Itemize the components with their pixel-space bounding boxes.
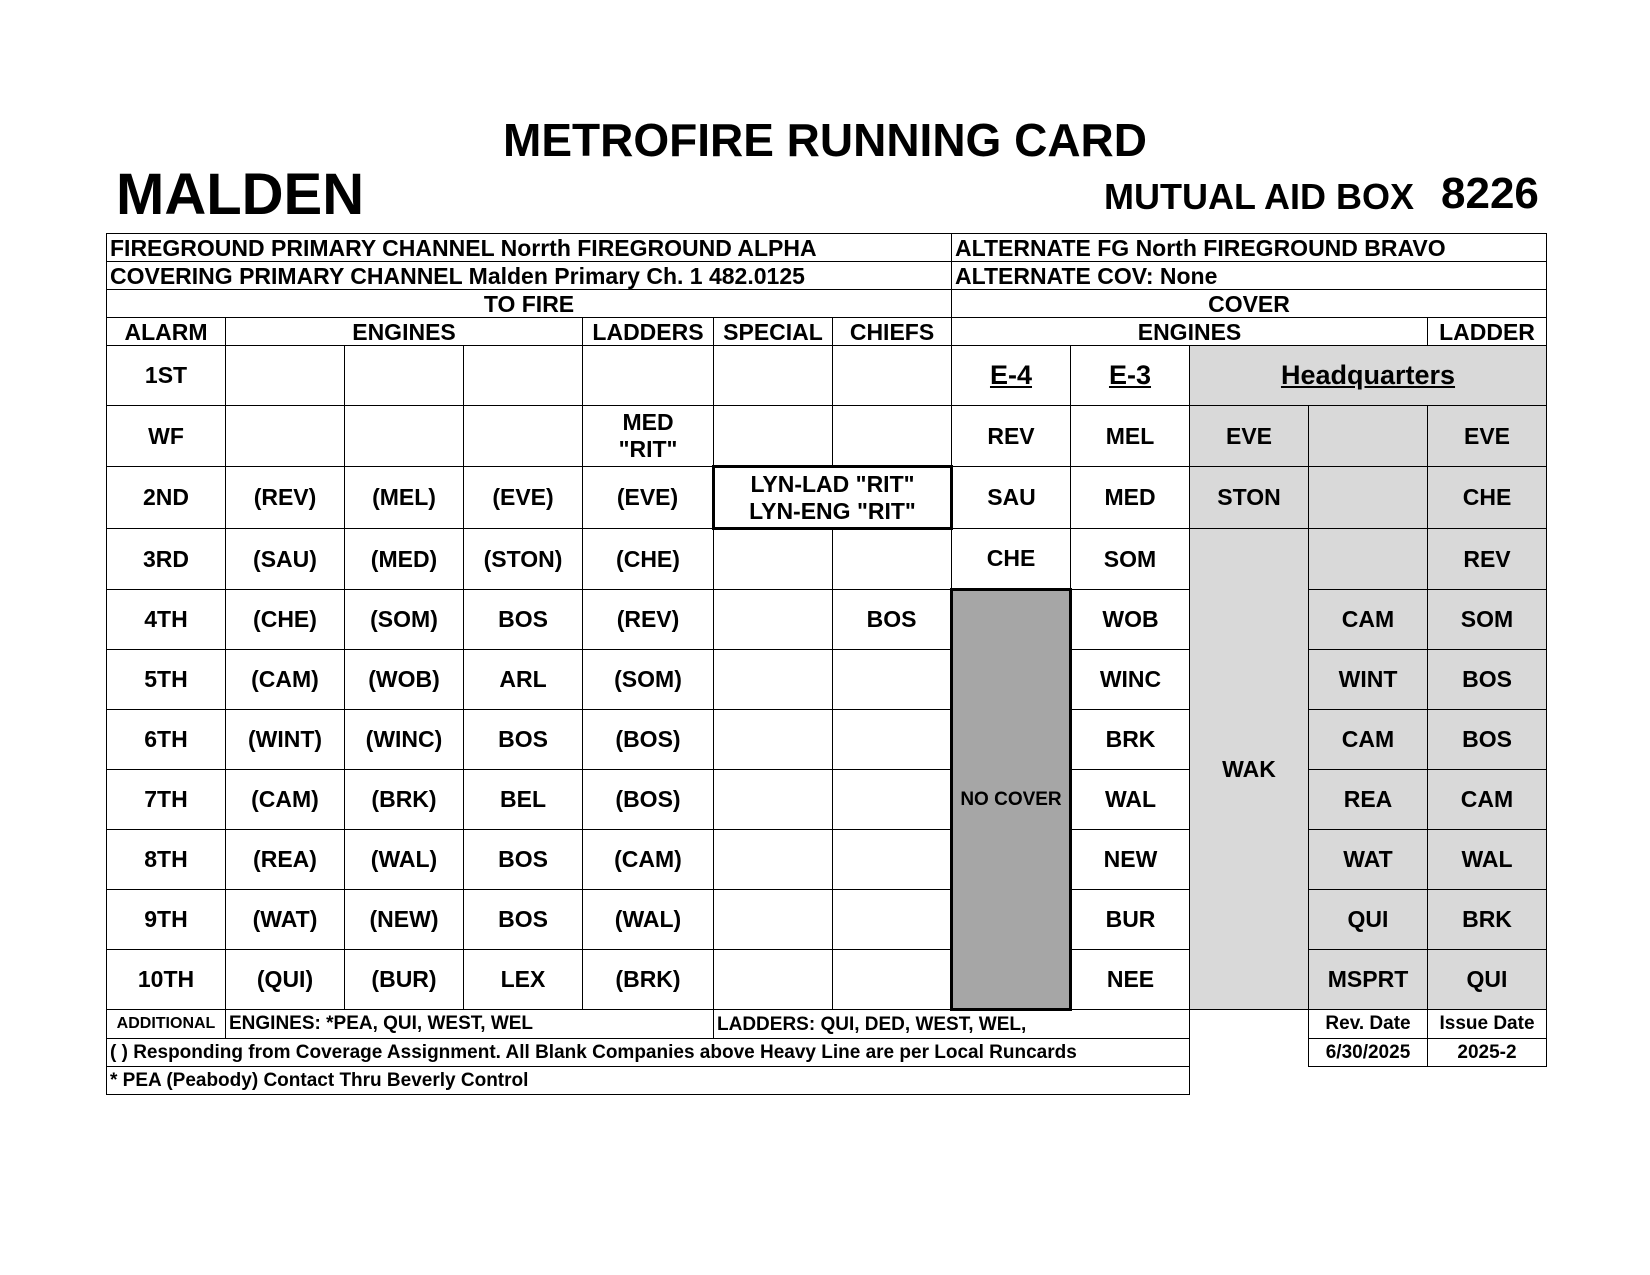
cover-engine-cell [1309, 467, 1428, 529]
no-cover-cell: NO COVER [952, 590, 1071, 1010]
pea-note: * PEA (Peabody) Contact Thru Beverly Control [107, 1067, 1190, 1095]
cover-engine-cell: WINC [1071, 650, 1190, 710]
engine-cell: (WINT) [226, 710, 345, 770]
ladder-cell: (CAM) [583, 830, 714, 890]
cover-engine-cell [1309, 529, 1428, 590]
special-cell [714, 710, 833, 770]
chief-cell [833, 406, 952, 467]
cover-ladder-cell: CAM [1428, 770, 1547, 830]
ladder-cell: (CHE) [583, 529, 714, 590]
alarm-level: WF [107, 406, 226, 467]
box-number: 8226 [1441, 169, 1539, 218]
cover-engine-cell: REA [1309, 770, 1428, 830]
engine-cell: BOS [464, 890, 583, 950]
alternate-fg-channel: ALTERNATE FG North FIREGROUND BRAVO [952, 234, 1547, 262]
additional-engines: ENGINES: *PEA, QUI, WEST, WEL [226, 1010, 714, 1039]
chief-cell [833, 346, 952, 406]
chief-cell [833, 529, 952, 590]
cover-engine-cell: NEW [1071, 830, 1190, 890]
cover-engine-cell: REV [952, 406, 1071, 467]
engine-cell: (NEW) [345, 890, 464, 950]
cover-header: COVER [952, 290, 1547, 318]
cover-engine-cell: WINT [1309, 650, 1428, 710]
ladders-column-header: LADDERS [583, 318, 714, 346]
to-fire-header: TO FIRE [107, 290, 952, 318]
ladder-cell: (WAL) [583, 890, 714, 950]
cover-ladder-column-header: LADDER [1428, 318, 1547, 346]
engine-cell [226, 406, 345, 467]
engine-cell [226, 346, 345, 406]
cover-ladder-cell: SOM [1428, 590, 1547, 650]
engine-cell: LEX [464, 950, 583, 1010]
ladder-cell: (BOS) [583, 710, 714, 770]
engine-cell: (SOM) [345, 590, 464, 650]
special-cell [714, 950, 833, 1010]
engine-cell: (CHE) [226, 590, 345, 650]
special-cell [714, 770, 833, 830]
footer-spacer [1190, 1039, 1309, 1067]
special-cell [714, 346, 833, 406]
special-cell [714, 406, 833, 467]
cover-engine-cell: STON [1190, 467, 1309, 529]
cover-engine-cell: WAL [1071, 770, 1190, 830]
cover-unit-e4: E-4 [989, 359, 1033, 390]
cover-engine-cell [1309, 406, 1428, 467]
responding-note: ( ) Responding from Coverage Assignment. All Blank Companies above Heavy Line are per Local Runcards [107, 1039, 1190, 1067]
engine-cell: (WOB) [345, 650, 464, 710]
chief-cell [833, 770, 952, 830]
alarm-level: 2ND [107, 467, 226, 529]
engine-cell: (MEL) [345, 467, 464, 529]
chiefs-column-header: CHIEFS [833, 318, 952, 346]
cover-ladder-cell: CHE [1428, 467, 1547, 529]
cover-engine-cell: MED [1071, 467, 1190, 529]
engine-cell: BOS [464, 830, 583, 890]
chief-cell [833, 950, 952, 1010]
fireground-primary-channel: FIREGROUND PRIMARY CHANNEL Norrth FIREGROUND ALPHA [107, 234, 952, 262]
engine-cell: (CAM) [226, 650, 345, 710]
covering-primary-channel: COVERING PRIMARY CHANNEL Malden Primary Ch. 1 482.0125 [107, 262, 952, 290]
cover-engine-cell: QUI [1309, 890, 1428, 950]
cover-engine-cell: NEE [1071, 950, 1190, 1010]
cover-engines-column-header: ENGINES [952, 318, 1428, 346]
engine-cell: (REA) [226, 830, 345, 890]
wak-cell: WAK [1190, 529, 1309, 1010]
engine-cell: (WAT) [226, 890, 345, 950]
cover-unit-e3: E-3 [1108, 359, 1152, 390]
engine-cell: (QUI) [226, 950, 345, 1010]
page-title: METROFIRE RUNNING CARD [503, 114, 1147, 166]
engine-cell: (BRK) [345, 770, 464, 830]
engine-cell: (SAU) [226, 529, 345, 590]
ladder-cell: (EVE) [583, 467, 714, 529]
cover-engine-cell: SAU [952, 467, 1071, 529]
engines-column-header: ENGINES [226, 318, 583, 346]
special-column-header: SPECIAL [714, 318, 833, 346]
cover-engine-cell: MEL [1071, 406, 1190, 467]
engine-cell [345, 346, 464, 406]
alarm-level: 1ST [107, 346, 226, 406]
cover-engine-cell: MSPRT [1309, 950, 1428, 1010]
alarm-level: 3RD [107, 529, 226, 590]
cover-engine-cell: CAM [1309, 710, 1428, 770]
issue-date-value: 2025-2 [1428, 1039, 1547, 1067]
ladder-cell: (SOM) [583, 650, 714, 710]
cover-ladder-cell: BOS [1428, 710, 1547, 770]
cover-ladder-cell: BRK [1428, 890, 1547, 950]
special-cell [714, 590, 833, 650]
footer-spacer [1190, 1010, 1309, 1039]
running-card-table [106, 233, 1547, 1095]
rit-engine: LYN-ENG "RIT" [749, 497, 916, 524]
box-label: MUTUAL AID BOX [1104, 176, 1414, 217]
cover-engine-cell [952, 346, 1071, 406]
cover-engine-cell: BUR [1071, 890, 1190, 950]
alarm-column-header: ALARM [107, 318, 226, 346]
engine-cell [345, 406, 464, 467]
alarm-level: 9TH [107, 890, 226, 950]
rev-date-label: Rev. Date [1309, 1010, 1428, 1039]
footer-spacer [1190, 1067, 1547, 1095]
special-cell [714, 890, 833, 950]
engine-cell: (WINC) [345, 710, 464, 770]
cover-engine-cell: BRK [1071, 710, 1190, 770]
engine-cell: ARL [464, 650, 583, 710]
engine-cell: BEL [464, 770, 583, 830]
engine-cell: (EVE) [464, 467, 583, 529]
special-cell [714, 650, 833, 710]
engine-cell [464, 406, 583, 467]
additional-label: ADDITIONAL [107, 1010, 226, 1039]
alternate-cov-channel: ALTERNATE COV: None [952, 262, 1547, 290]
cover-engine-cell: CHE [952, 529, 1071, 590]
cover-engine-cell: CAM [1309, 590, 1428, 650]
engine-cell: (STON) [464, 529, 583, 590]
chief-cell [833, 890, 952, 950]
engine-cell: (WAL) [345, 830, 464, 890]
cover-ladder-cell: QUI [1428, 950, 1547, 1010]
engine-cell: BOS [464, 590, 583, 650]
city-name: MALDEN [116, 162, 365, 227]
cover-engine-cell: EVE [1190, 406, 1309, 467]
engine-cell [464, 346, 583, 406]
engine-cell: (MED) [345, 529, 464, 590]
alarm-level: 6TH [107, 710, 226, 770]
cover-ladder-cell: EVE [1428, 406, 1547, 467]
ladder-cell [583, 346, 714, 406]
chief-cell [833, 710, 952, 770]
additional-ladders: LADDERS: QUI, DED, WEST, WEL, [714, 1010, 1190, 1039]
cover-ladder-cell: REV [1428, 529, 1547, 590]
cover-engine-cell: WOB [1071, 590, 1190, 650]
chief-cell [833, 650, 952, 710]
rit-ladder: LYN-LAD "RIT" [750, 470, 915, 497]
special-cell [714, 529, 833, 590]
special-rit-cell [714, 467, 952, 529]
cover-engine-cell [1071, 346, 1190, 406]
cover-ladder-cell: WAL [1428, 830, 1547, 890]
engine-cell: BOS [464, 710, 583, 770]
rev-date-value: 6/30/2025 [1309, 1039, 1428, 1067]
alarm-level: 8TH [107, 830, 226, 890]
ladder-cell: MED "RIT" [583, 406, 714, 467]
chief-cell [833, 830, 952, 890]
engine-cell: (REV) [226, 467, 345, 529]
special-cell [714, 830, 833, 890]
alarm-level: 7TH [107, 770, 226, 830]
headquarters-cell [1190, 346, 1547, 406]
ladder-cell: (REV) [583, 590, 714, 650]
ladder-cell: (BOS) [583, 770, 714, 830]
alarm-level: 4TH [107, 590, 226, 650]
engine-cell: (CAM) [226, 770, 345, 830]
engine-cell: (BUR) [345, 950, 464, 1010]
cover-engine-cell: SOM [1071, 529, 1190, 590]
cover-ladder-cell: BOS [1428, 650, 1547, 710]
alarm-level: 10TH [107, 950, 226, 1010]
ladder-cell: (BRK) [583, 950, 714, 1010]
headquarters-label: Headquarters [1280, 359, 1456, 390]
cover-engine-cell: WAT [1309, 830, 1428, 890]
chief-cell: BOS [833, 590, 952, 650]
alarm-level: 5TH [107, 650, 226, 710]
issue-date-label: Issue Date [1428, 1010, 1547, 1039]
